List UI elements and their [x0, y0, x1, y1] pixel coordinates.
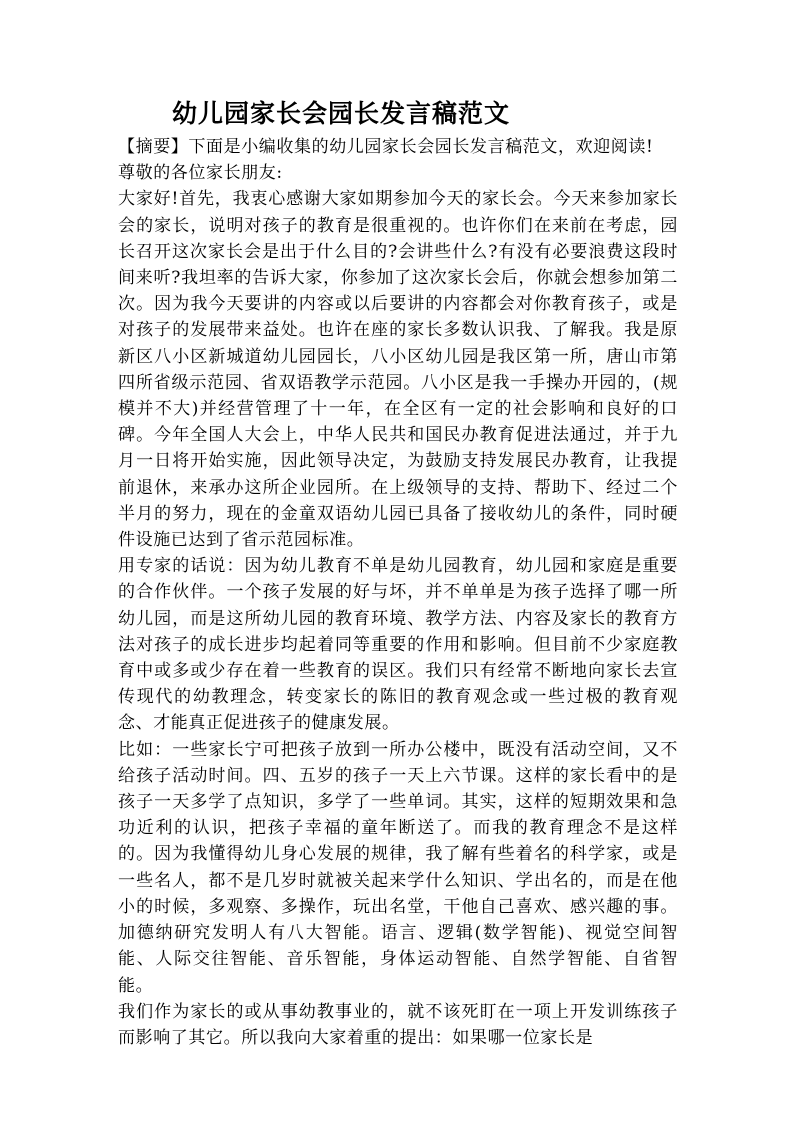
body-paragraph: 我们作为家长的或从事幼教事业的，就不该死盯在一项上开发训练孩子而影响了其它。所以我向大家着重的提出：如果哪一位家长是 — [118, 1001, 678, 1048]
abstract-paragraph: 【摘要】下面是小编收集的幼儿园家长会园长发言稿范文，欢迎阅读! — [118, 137, 654, 157]
document-title: 幼儿园家长会园长发言稿范文 — [172, 99, 511, 128]
salutation: 尊敬的各位家长朋友: — [118, 163, 283, 184]
body-paragraph: 比如：一些家长宁可把孩子放到一所办公楼中，既没有活动空间，又不给孩子活动时间。四、五岁的孩子一天上六节课。这样的家长看中的是孩子一天多学了点知识，多学了一些单词。其实，这样的短期效果和急功近利的认识，把孩子幸福的童年断送了。而我的教育理念不是这样的。因为我懂得幼儿身心发展的规律，我了解有些着名的科学家，或是一些名人，都不是几岁时就被关起来学什么知识、学出名的，而是在他小的时候，多观察、多操作，玩出名堂，干他自己喜欢、感兴趣的事。加德纳研究发明人有八大智能。语言、逻辑(数学智能)、视觉空间智能、人际交往智能、音乐智能，身体运动智能、自然学智能、自省智能。 — [118, 739, 678, 996]
document-body — [118, 134, 678, 1051]
body-paragraph: 大家好!首先，我衷心感谢大家如期参加今天的家长会。今天来参加家长会的家长，说明对孩子的教育是很重视的。也许你们在来前在考虑，园长召开这次家长会是出于什么目的?会讲些什么?有没有必要浪费这段时间来听?我坦率的告诉大家，你参加了这次家长会后，你就会想参加第二次。因为我今天要讲的内容或以后要讲的内容都会对你教育孩子，或是对孩子的发展带来益处。也许在座的家长多数认识我、了解我。我是原新区八小区新城道幼儿园园长，八小区幼儿园是我区第一所，唐山市第四所省级示范园、省双语教学示范园。八小区是我一手操办开园的，(规模并不大)并经营管理了十一年，在全区有一定的社会影响和良好的口碑。今年全国人大会上，中华人民共和国民办教育促进法通过，并于九月一日将开始实施，因此领导决定，为鼓励支持发展民办教育，让我提前退休，来承办这所企业园所。在上级领导的支持、帮助下、经过二个半月的努力，现在的金童双语幼儿园已具备了接收幼儿的条件，同时硬件设施已达到了省示范园标准。 — [118, 189, 678, 551]
document-page — [118, 94, 678, 1051]
body-paragraph: 用专家的话说：因为幼儿教育不单是幼儿园教育，幼儿园和家庭是重要的合作伙伴。一个孩子发展的好与坏，并不单单是为孩子选择了哪一所幼儿园，而是这所幼儿园的教育环境、教学方法、内容及家长的教育方法对孩子的成长进步均起着同等重要的作用和影响。但目前不少家庭教育中或多或少存在着一些教育的误区。我们只有经常不断地向家长去宣传现代的幼教理念，转变家长的陈旧的教育观念或一些过极的教育观念、才能真正促进孩子的健康发展。 — [118, 556, 678, 734]
